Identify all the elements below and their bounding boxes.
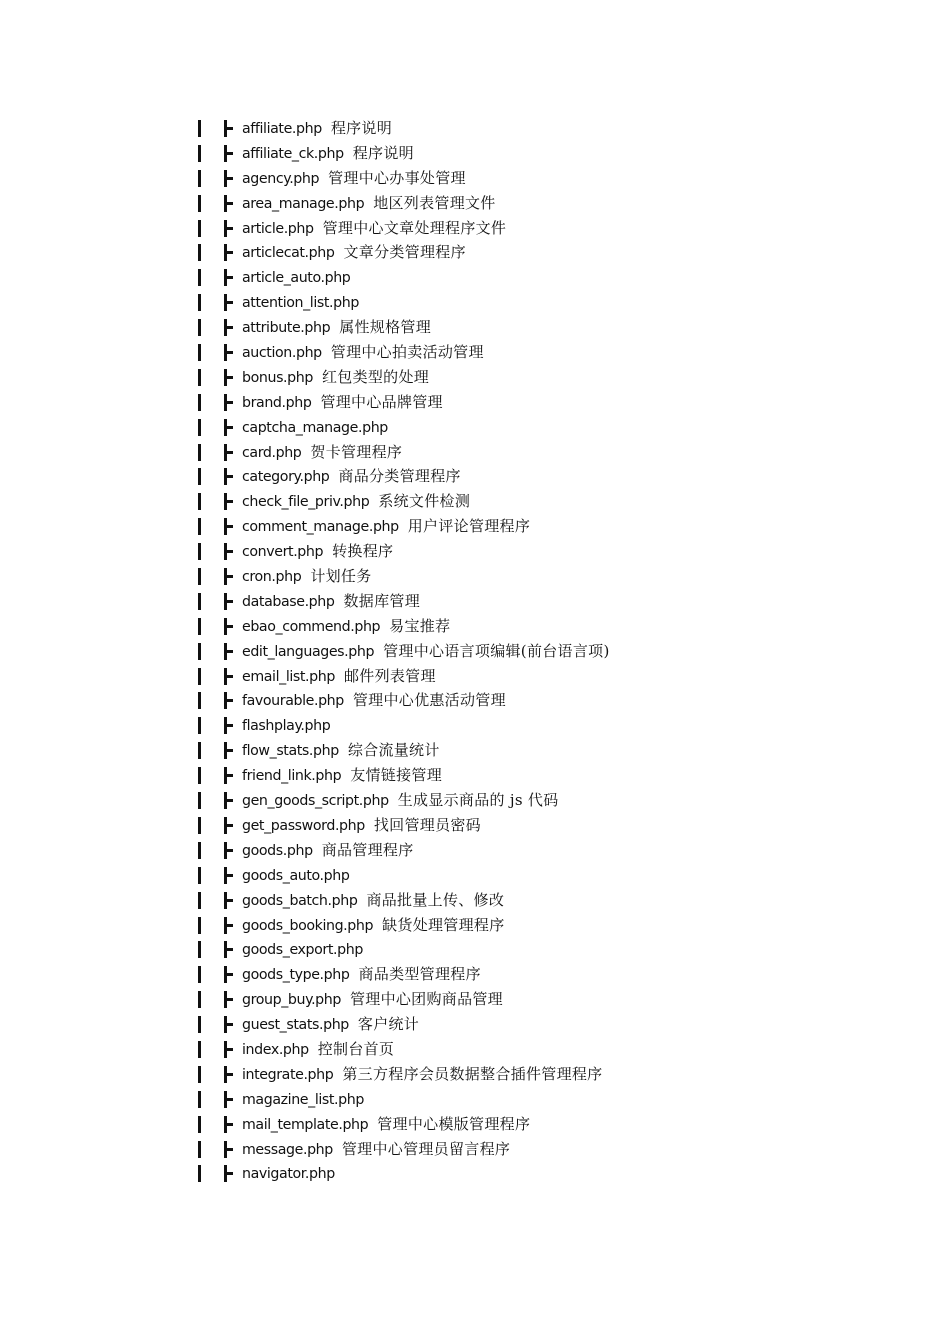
tree-branch-glyph [224, 1023, 233, 1026]
entry-text [242, 514, 530, 540]
entry-text [242, 1087, 373, 1113]
tree-branch-glyph [224, 675, 233, 678]
file-description: 控制台首页 [317, 1039, 395, 1058]
tree-pipe-glyph [198, 294, 201, 311]
entry-text [242, 415, 397, 441]
tree-pipe-glyph [198, 195, 201, 212]
tree-pipe-glyph [198, 618, 201, 635]
tree-branch-glyph [224, 849, 233, 852]
tree-branch-glyph [224, 227, 233, 230]
file-name: gen_goods_script.php [242, 793, 389, 810]
file-name: brand.php [242, 394, 312, 411]
tree-branch-glyph [224, 426, 233, 429]
file-description: 管理中心团购商品管理 [349, 990, 503, 1009]
tree-branch-glyph [224, 799, 233, 802]
tree-branch-glyph [224, 127, 233, 130]
file-name: navigator.php [242, 1166, 335, 1183]
entry-text [242, 1112, 530, 1138]
entry-text [242, 1037, 394, 1063]
tree-pipe-glyph [198, 1165, 201, 1182]
tree-pipe-glyph [198, 668, 201, 685]
file-name: message.php [242, 1141, 333, 1158]
file-description: 邮件列表管理 [343, 666, 436, 685]
file-description: 商品批量上传、修改 [366, 890, 505, 909]
file-name: category.php [242, 469, 330, 486]
file-description: 地区列表管理文件 [373, 193, 496, 212]
file-description: 用户评论管理程序 [407, 517, 531, 536]
entry-text [242, 1161, 344, 1187]
tree-branch-glyph [224, 152, 233, 155]
tree-branch-glyph [224, 550, 233, 553]
entry-text [242, 265, 359, 291]
entry-text [242, 564, 372, 590]
entry-text [242, 1012, 419, 1038]
file-name: area_manage.php [242, 195, 365, 212]
file-description: 第三方程序会员数据整合插件管理程序 [342, 1064, 603, 1083]
file-name: mail_template.php [242, 1116, 369, 1133]
entry-text [242, 937, 372, 963]
file-name: database.php [242, 593, 335, 610]
file-name: goods_type.php [242, 967, 350, 984]
file-name: articlecat.php [242, 245, 335, 262]
tree-pipe-glyph [198, 1066, 201, 1083]
entry-text [242, 713, 339, 739]
tree-pipe-glyph [198, 917, 201, 934]
tree-pipe-glyph [198, 444, 201, 461]
tree-branch-glyph [224, 749, 233, 752]
file-description: 商品管理程序 [321, 840, 414, 859]
tree-pipe-glyph [198, 543, 201, 560]
tree-pipe-glyph [198, 1016, 201, 1033]
file-description: 友情链接管理 [350, 766, 443, 785]
file-description: 找回管理员密码 [373, 815, 481, 834]
tree-pipe-glyph [198, 941, 201, 958]
file-name: guest_stats.php [242, 1017, 349, 1034]
tree-pipe-glyph [198, 867, 201, 884]
tree-pipe-glyph [198, 892, 201, 909]
tree-branch-glyph [224, 376, 233, 379]
tree-branch-glyph [224, 600, 233, 603]
entry-text [242, 962, 481, 988]
tree-pipe-glyph [198, 717, 201, 734]
tree-branch-glyph [224, 1172, 233, 1175]
tree-pipe-glyph [198, 394, 201, 411]
file-description: 程序说明 [352, 143, 414, 162]
tree-branch-glyph [224, 899, 233, 902]
tree-pipe-glyph [198, 742, 201, 759]
tree-branch-glyph [224, 924, 233, 927]
tree-branch-glyph [224, 401, 233, 404]
tree-pipe-glyph [198, 792, 201, 809]
file-name: ebao_commend.php [242, 618, 381, 635]
tree-branch-glyph [224, 525, 233, 528]
tree-pipe-glyph [198, 643, 201, 660]
tree-branch-glyph [224, 774, 233, 777]
entry-text [242, 340, 484, 366]
tree-pipe-glyph [198, 1041, 201, 1058]
file-description: 管理中心语言项编辑(前台语言项) [383, 641, 610, 660]
tree-pipe-glyph [198, 468, 201, 485]
tree-branch-glyph [224, 625, 233, 628]
file-description: 管理中心管理员留言程序 [341, 1139, 511, 1158]
file-description: 文章分类管理程序 [343, 243, 466, 262]
file-name: agency.php [242, 170, 320, 187]
tree-branch-glyph [224, 475, 233, 478]
file-name: get_password.php [242, 817, 365, 834]
tree-pipe-glyph [198, 817, 201, 834]
entry-text [242, 614, 450, 640]
tree-branch-glyph [224, 973, 233, 976]
entry-text [242, 838, 414, 864]
file-name: edit_languages.php [242, 643, 375, 660]
entry-text [242, 489, 470, 515]
file-name: flashplay.php [242, 718, 331, 735]
file-name: captcha_manage.php [242, 419, 388, 436]
file-name: goods_auto.php [242, 867, 350, 884]
tree-branch-glyph [224, 500, 233, 503]
entry-text [242, 664, 436, 690]
file-description: 管理中心办事处管理 [328, 168, 466, 187]
file-name: attribute.php [242, 320, 331, 337]
entry-text [242, 788, 559, 814]
tree-branch-glyph [224, 824, 233, 827]
entry-text [242, 913, 505, 939]
tree-pipe-glyph [198, 767, 201, 784]
file-name: bonus.php [242, 369, 313, 386]
file-description: 系统文件检测 [378, 492, 471, 511]
file-name: index.php [242, 1041, 309, 1058]
file-name: cron.php [242, 569, 302, 586]
tree-pipe-glyph [198, 966, 201, 983]
file-name: email_list.php [242, 668, 335, 685]
tree-pipe-glyph [198, 593, 201, 610]
file-name: check_file_priv.php [242, 494, 370, 511]
tree-pipe-glyph [198, 145, 201, 162]
file-description: 转换程序 [332, 542, 394, 561]
tree-pipe-glyph [198, 344, 201, 361]
entry-text [242, 813, 481, 839]
tree-branch-glyph [224, 351, 233, 354]
file-description: 管理中心拍卖活动管理 [330, 343, 484, 362]
tree-pipe-glyph [198, 692, 201, 709]
file-name: friend_link.php [242, 768, 342, 785]
file-name: attention_list.php [242, 295, 359, 312]
file-description: 管理中心品牌管理 [320, 392, 443, 411]
file-description: 缺货处理管理程序 [382, 915, 505, 934]
file-name: article.php [242, 220, 314, 237]
tree-pipe-glyph [198, 170, 201, 187]
entry-text [242, 464, 461, 490]
tree-branch-glyph [224, 1148, 233, 1151]
tree-branch-glyph [224, 1073, 233, 1076]
file-description: 综合流量统计 [347, 741, 440, 760]
file-description: 数据库管理 [343, 591, 421, 610]
tree-pipe-glyph [198, 269, 201, 286]
file-description: 贺卡管理程序 [310, 442, 403, 461]
entry-text [242, 1137, 510, 1163]
file-name: auction.php [242, 345, 322, 362]
entry-text [242, 440, 402, 466]
entry-text [242, 240, 466, 266]
tree-branch-glyph [224, 1123, 233, 1126]
entry-text [242, 116, 392, 142]
entry-text [242, 738, 440, 764]
entry-text [242, 390, 443, 416]
tree-branch-glyph [224, 998, 233, 1001]
tree-branch-glyph [224, 276, 233, 279]
tree-branch-glyph [224, 301, 233, 304]
file-description: 商品类型管理程序 [358, 965, 481, 984]
tree-pipe-glyph [198, 1141, 201, 1158]
file-name: goods.php [242, 842, 313, 859]
tree-branch-glyph [224, 1048, 233, 1051]
entry-text [242, 191, 496, 217]
entry-text [242, 688, 506, 714]
file-name: affiliate.php [242, 121, 322, 137]
tree-branch-glyph [224, 874, 233, 877]
tree-pipe-glyph [198, 991, 201, 1008]
entry-text [242, 888, 504, 914]
tree-branch-glyph [224, 948, 233, 951]
entry-text [242, 639, 610, 665]
tree-branch-glyph [224, 724, 233, 727]
entry-text [242, 365, 429, 391]
tree-pipe-glyph [198, 369, 201, 386]
file-name: favourable.php [242, 693, 344, 710]
file-name: goods_export.php [242, 942, 363, 959]
file-name: comment_manage.php [242, 519, 399, 536]
entry-text [242, 315, 431, 341]
tree-branch-glyph [224, 177, 233, 180]
entry-text [242, 216, 506, 242]
tree-pipe-glyph [198, 244, 201, 261]
tree-pipe-glyph [198, 493, 201, 510]
entry-text [242, 763, 442, 789]
tree-branch-glyph [224, 699, 233, 702]
file-name: affiliate_ck.php [242, 145, 344, 162]
file-description: 管理中心模版管理程序 [377, 1114, 531, 1133]
file-name: magazine_list.php [242, 1091, 364, 1108]
file-name: goods_booking.php [242, 917, 374, 934]
tree-pipe-glyph [198, 120, 201, 137]
file-description: 生成显示商品的 js 代码 [397, 791, 559, 810]
file-description: 属性规格管理 [339, 318, 432, 337]
tree-branch-glyph [224, 251, 233, 254]
tree-pipe-glyph [198, 220, 201, 237]
file-name: integrate.php [242, 1066, 334, 1083]
file-description: 易宝推荐 [389, 616, 451, 635]
file-name: convert.php [242, 544, 324, 561]
file-name: goods_batch.php [242, 892, 358, 909]
entry-text [242, 141, 414, 167]
tree-branch-glyph [224, 451, 233, 454]
file-description: 计划任务 [310, 567, 372, 586]
file-name: article_auto.php [242, 270, 351, 287]
entry-text [242, 863, 358, 889]
tree-pipe-glyph [198, 842, 201, 859]
tree-pipe-glyph [198, 1091, 201, 1108]
entry-text [242, 1062, 602, 1088]
file-description: 程序说明 [330, 119, 393, 137]
entry-text [242, 589, 420, 615]
file-name: group_buy.php [242, 992, 341, 1009]
file-description: 商品分类管理程序 [338, 467, 461, 486]
tree-branch-glyph [224, 326, 233, 329]
file-name: card.php [242, 444, 302, 461]
file-name: flow_stats.php [242, 743, 339, 760]
tree-pipe-glyph [198, 319, 201, 336]
tree-branch-glyph [224, 202, 233, 205]
file-description: 管理中心优惠活动管理 [352, 691, 506, 710]
tree-pipe-glyph [198, 518, 201, 535]
tree-branch-glyph [224, 575, 233, 578]
tree-branch-glyph [224, 650, 233, 653]
tree-pipe-glyph [198, 419, 201, 436]
entry-text [242, 166, 466, 192]
entry-text [242, 987, 503, 1013]
file-description: 管理中心文章处理程序文件 [322, 218, 507, 237]
file-description: 红包类型的处理 [321, 367, 430, 386]
tree-pipe-glyph [198, 568, 201, 585]
file-description: 客户统计 [357, 1015, 420, 1034]
entry-text [242, 290, 368, 316]
tree-branch-glyph [224, 1098, 233, 1101]
tree-pipe-glyph [198, 1116, 201, 1133]
entry-text [242, 539, 393, 565]
